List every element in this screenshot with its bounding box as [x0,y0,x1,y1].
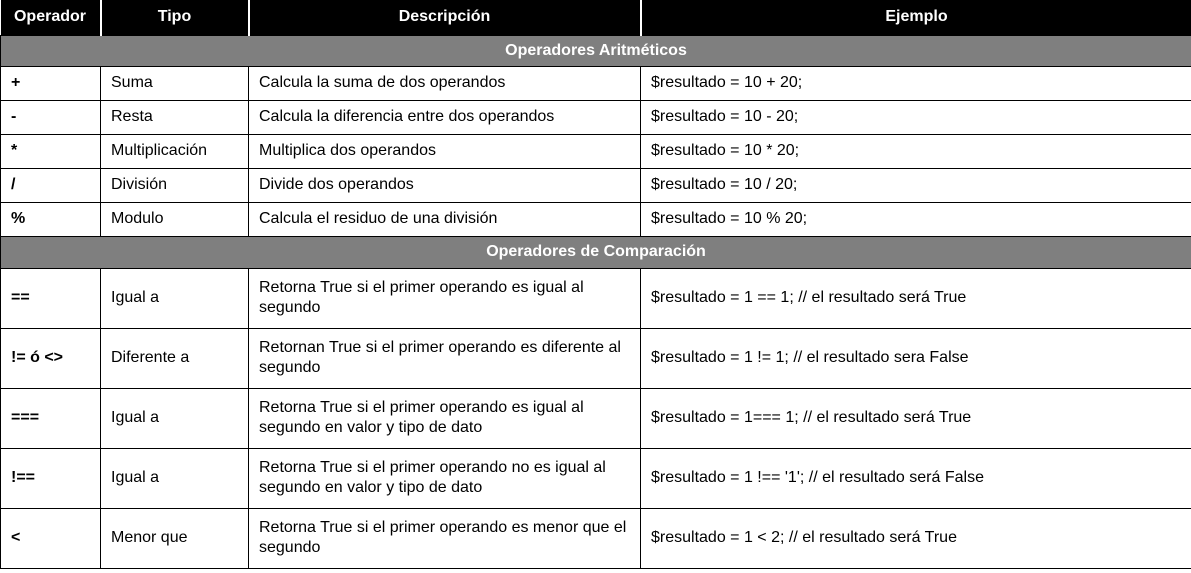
header-example: Ejemplo [641,0,1191,35]
section-title: Operadores Aritméticos [1,35,1191,66]
cell-example: $resultado = 1 < 2; // el resultado será True [641,508,1191,568]
cell-type: Igual a [101,268,249,328]
cell-type: Menor que [101,508,249,568]
table-body [1,35,1191,568]
cell-operator: < [1,508,101,568]
table-row [1,202,1191,236]
header-operator: Operador [1,0,101,35]
cell-type: Igual a [101,388,249,448]
table-row [1,66,1191,100]
cell-operator: / [1,168,101,202]
cell-description: Retorna True si el primer operando es igual al segundo en valor y tipo de dato [249,388,641,448]
cell-operator: == [1,268,101,328]
cell-example: $resultado = 10 - 20; [641,100,1191,134]
section-title: Operadores de Comparación [1,236,1191,268]
cell-operator: + [1,66,101,100]
table-row [1,100,1191,134]
table-row [1,328,1191,388]
cell-operator: !== [1,448,101,508]
section-row-arithmetic [1,35,1191,66]
cell-description: Retorna True si el primer operando es igual al segundo [249,268,641,328]
header-type: Tipo [101,0,249,35]
cell-operator: % [1,202,101,236]
cell-description: Divide dos operandos [249,168,641,202]
table-row [1,268,1191,328]
table-row [1,168,1191,202]
cell-type: Modulo [101,202,249,236]
table-header [1,0,1191,35]
header-description: Descripción [249,0,641,35]
cell-description: Retornan True si el primer operando es diferente al segundo [249,328,641,388]
cell-type: División [101,168,249,202]
table-row [1,508,1191,568]
cell-description: Retorna True si el primer operando es menor que el segundo [249,508,641,568]
table-row [1,134,1191,168]
table-row [1,448,1191,508]
cell-description: Multiplica dos operandos [249,134,641,168]
cell-type: Multiplicación [101,134,249,168]
cell-type: Suma [101,66,249,100]
cell-operator: === [1,388,101,448]
section-row-comparison [1,236,1191,268]
cell-example: $resultado = 1=== 1; // el resultado será True [641,388,1191,448]
cell-example: $resultado = 1 == 1; // el resultado será True [641,268,1191,328]
cell-description: Calcula la suma de dos operandos [249,66,641,100]
cell-type: Diferente a [101,328,249,388]
cell-example: $resultado = 1 !== '1'; // el resultado será False [641,448,1191,508]
cell-type: Resta [101,100,249,134]
header-row [1,0,1191,35]
cell-description: Calcula la diferencia entre dos operandos [249,100,641,134]
cell-example: $resultado = 10 * 20; [641,134,1191,168]
cell-operator: - [1,100,101,134]
cell-example: $resultado = 10 % 20; [641,202,1191,236]
cell-description: Calcula el residuo de una división [249,202,641,236]
cell-operator: * [1,134,101,168]
cell-example: $resultado = 10 + 20; [641,66,1191,100]
cell-example: $resultado = 1 != 1; // el resultado sera False [641,328,1191,388]
table-row [1,388,1191,448]
cell-example: $resultado = 10 / 20; [641,168,1191,202]
cell-type: Igual a [101,448,249,508]
cell-description: Retorna True si el primer operando no es igual al segundo en valor y tipo de dato [249,448,641,508]
cell-operator: != ó <> [1,328,101,388]
